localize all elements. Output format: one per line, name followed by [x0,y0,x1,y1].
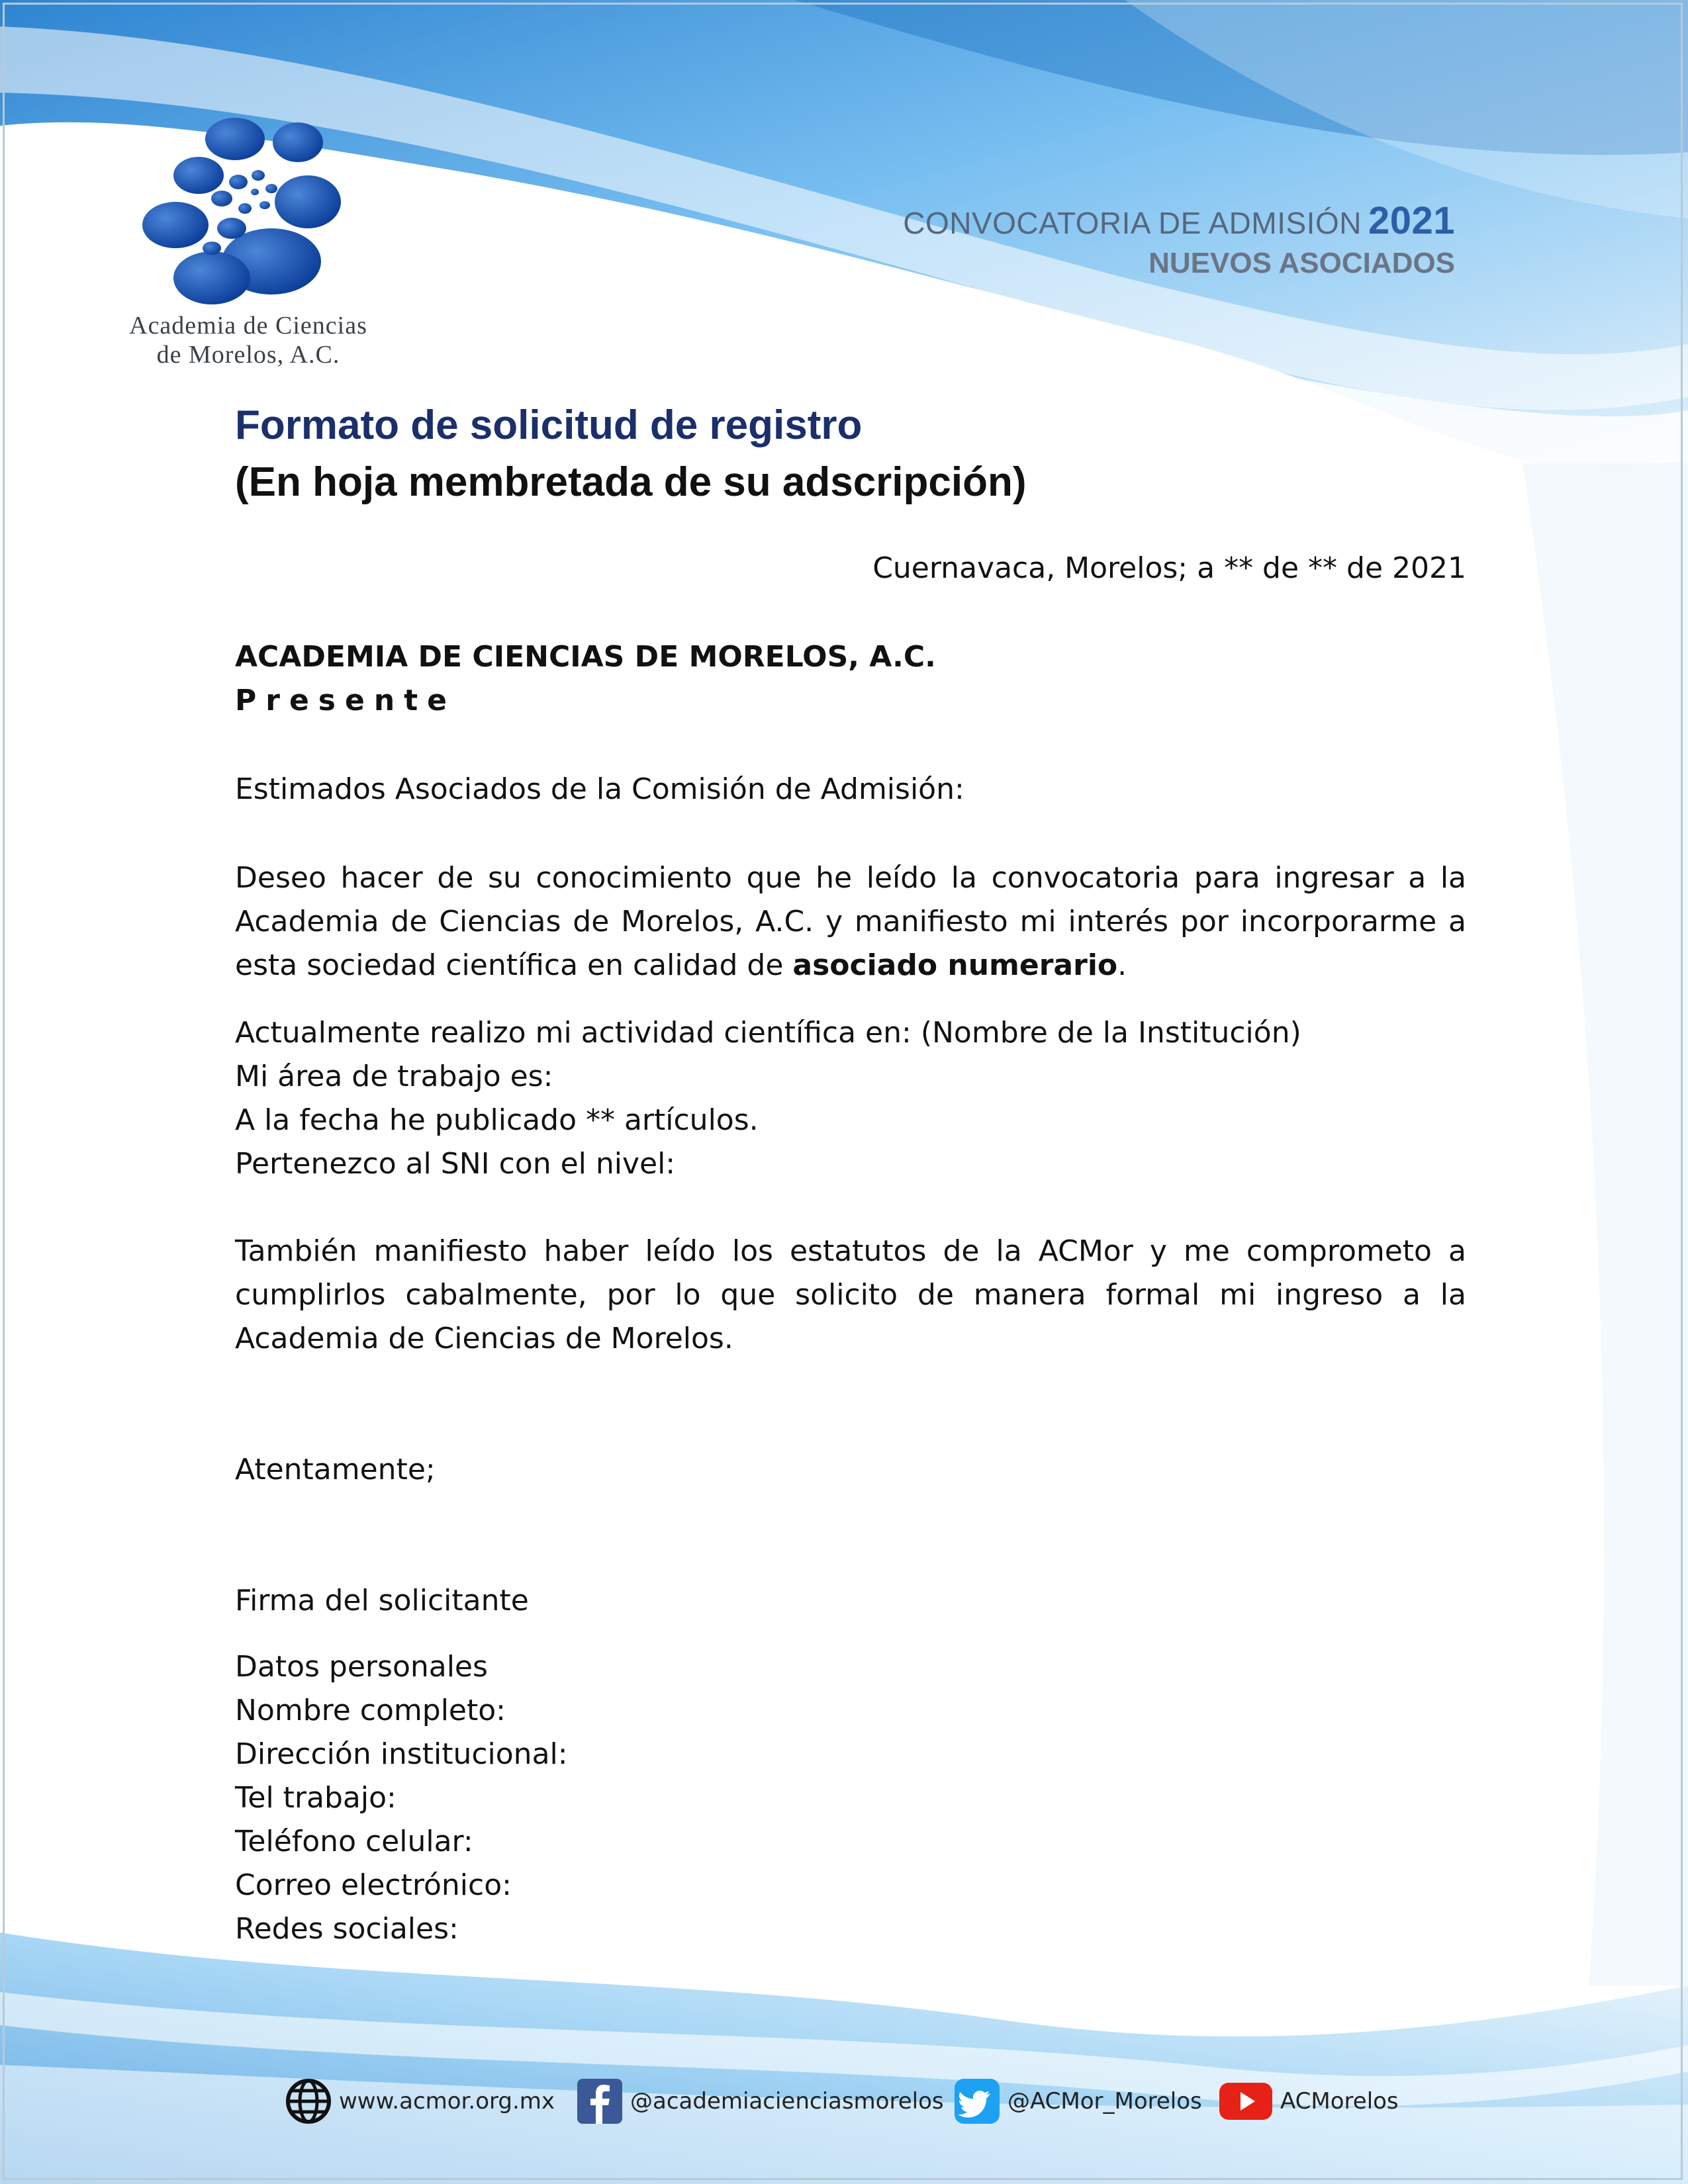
closing: Atentamente; [235,1453,436,1486]
convocatoria-subtitle: NUEVOS ASOCIADOS [1149,247,1455,279]
footer-website-text: www.acmor.org.mx [339,2088,555,2115]
footer-website[interactable] [285,2071,555,2131]
youtube-icon [1218,2080,1274,2122]
field-social-networks: Redes sociales: [235,1912,459,1946]
facebook-icon [576,2077,624,2125]
paragraph-2: También manifiesto haber leído los estatutos de la ACMor y me comprometo a cumplirlos cabalmente, por lo que solicito de manera formal mi ingreso a la Academia de Ciencias de Morelos. [235,1234,1466,1355]
footer-twitter[interactable] [953,2071,1202,2131]
field-work-phone: Tel trabajo: [235,1781,397,1815]
footer-twitter-text: @ACMor_Morelos [1008,2088,1202,2115]
logo-text-line2: de Morelos, A.C. [156,341,340,369]
personal-data-title: Datos personales [235,1650,488,1684]
recipient: ACADEMIA DE CIENCIAS DE MORELOS, A.C. [235,640,936,674]
convocatoria-label: CONVOCATORIA DE ADMISIÓN [903,206,1362,240]
footer-youtube-text: ACMorelos [1280,2088,1399,2115]
twitter-icon [953,2077,1001,2125]
title-line1: Formato de solicitud de registro [235,402,863,448]
paragraph-1 [235,856,1466,987]
footer-facebook-text: @academiacienciasmorelos [630,2088,944,2115]
greeting: Estimados Asociados de la Comisión de Admisión: [235,772,964,806]
field-email: Correo electrónico: [235,1868,512,1902]
logo-dots-icon [139,113,351,304]
document-title [235,397,1027,511]
footer-facebook[interactable] [576,2071,944,2131]
field-cell-phone: Teléfono celular: [235,1825,473,1858]
presente: Presente [235,684,457,717]
letter-date: Cuernavaca, Morelos; a ** de ** de 2021 [872,551,1466,585]
signature-label: Firma del solicitante [235,1584,529,1617]
paragraph-1-text: Deseo hacer de su conocimiento que he leído la convocatoria para ingresar a la Academia de Ciencias de Morelos, A.C. y manifiesto mi interés por incorporarme a esta sociedad científica en calidad de [235,861,1466,982]
info-sni: Pertenezco al SNI con el nivel: [235,1147,676,1181]
title-line2: (En hoja membretada de su adscripción) [235,459,1027,505]
info-area: Mi área de trabajo es: [235,1060,553,1093]
globe-icon [285,2077,332,2125]
info-institution: Actualmente realizo mi actividad científica en: (Nombre de la Institución) [235,1016,1301,1050]
footer-youtube[interactable] [1218,2071,1399,2131]
field-institutional-address: Dirección institucional: [235,1737,568,1771]
field-full-name: Nombre completo: [235,1694,506,1727]
footer-social [285,2071,1489,2131]
info-articles: A la fecha he publicado ** artículos. [235,1103,759,1137]
convocatoria-year: 2021 [1368,199,1455,242]
paragraph-1-bold: asociado numerario [792,948,1118,982]
convocatoria-header [903,199,1455,280]
paragraph-1-end: . [1117,948,1127,982]
logo-text-line1: Academia de Ciencias [129,312,367,340]
academy-logo [99,113,397,377]
